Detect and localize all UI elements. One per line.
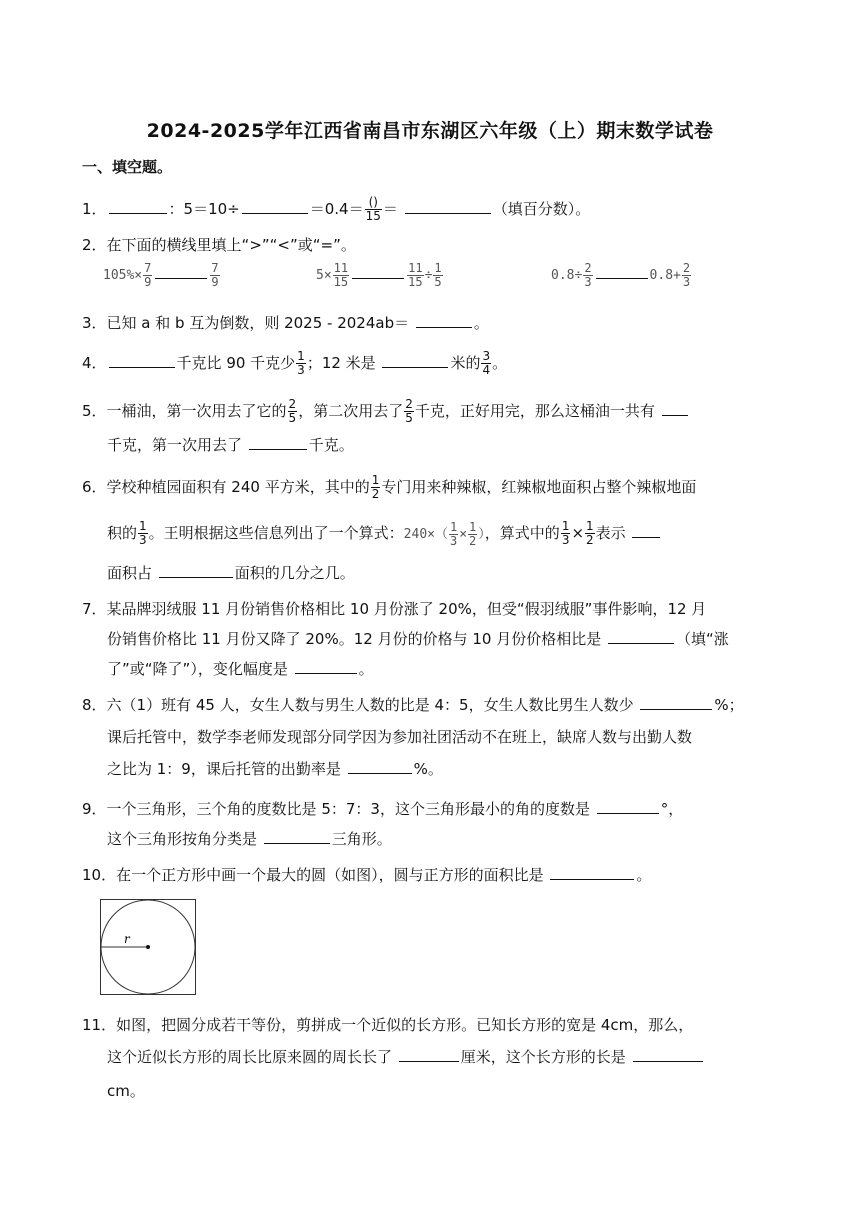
q6-f2-denominator: 3 [139, 533, 147, 547]
q4-blank-1[interactable] [109, 352, 175, 368]
q5-text-4: 千克，第一次用去了 [107, 436, 243, 454]
q2-e2-right-denominator: 15 [408, 275, 423, 289]
q2-e2-prefix: 5× [316, 268, 332, 283]
radius-label: r [124, 932, 130, 946]
q7-blank-2[interactable] [295, 658, 357, 674]
q2-expression-3 [551, 262, 692, 289]
q2-e1-denominator: 9 [144, 275, 152, 289]
q1-fraction-numerator[interactable]: () [368, 195, 378, 209]
q5-f2-denominator: 5 [405, 411, 413, 425]
q6-blank-1[interactable] [632, 522, 660, 538]
q6-formula [403, 520, 485, 548]
q5-f2-numerator: 2 [405, 397, 413, 411]
q10-end: 。 [636, 866, 652, 884]
q6-f4-denominator: 2 [586, 533, 594, 547]
q5-f1-numerator: 2 [288, 397, 297, 411]
q2-expression-2 [316, 262, 444, 289]
exam-title: 2024-2025学年江西省南昌市东湖区六年级（上）期末数学试卷 [146, 120, 714, 142]
q4-fraction-2 [481, 350, 491, 377]
question-3 [82, 312, 489, 334]
q4-blank-2[interactable] [382, 352, 448, 368]
q1-number: 1． [82, 200, 107, 218]
q6-fraction-4 [585, 520, 595, 547]
q11-text-2: 厘米，这个长方形的长是 [460, 1048, 626, 1066]
question-8-line-1 [82, 694, 744, 716]
question-4 [82, 350, 507, 377]
q1-blank-1[interactable] [109, 198, 167, 214]
question-9-line-2 [107, 828, 392, 850]
q7-blank-1[interactable] [608, 628, 674, 644]
q5-text-2: ，第二次用去了 [298, 402, 404, 420]
q6-formula-times: × [459, 527, 468, 542]
q2-e3-numerator: 2 [584, 261, 592, 275]
q6-fraction-3 [561, 520, 571, 547]
q6-formula-prefix: 240×（ [403, 527, 448, 542]
q9-blank-2[interactable] [264, 828, 330, 844]
q2-e2-fraction-last [433, 262, 442, 289]
q5-blank-2[interactable] [249, 434, 307, 450]
q6-text-5: ，算式中的 [484, 524, 560, 542]
q9-text-4: 三角形。 [331, 830, 392, 848]
q6-text-2: 专门用来种辣椒，红辣椒地面积占整个辣椒地面 [381, 478, 697, 496]
q8-text-4: %。 [413, 760, 443, 778]
q4-text-2: ；12 米是 [306, 354, 376, 372]
q8-blank-1[interactable] [640, 694, 712, 710]
q5-text-1: 5．一桶油，第一次用去了它的 [82, 402, 287, 420]
q6-formula-f1-numerator: 1 [449, 520, 458, 534]
q2-e2-last-numerator: 1 [434, 261, 442, 275]
q4-end: 。 [492, 354, 508, 372]
q8-text-3: 之比为 1：9，课后托管的出勤率是 [107, 760, 341, 778]
q7-text-4: 。 [358, 660, 374, 678]
q9-text-3: 这个三角形按角分类是 [107, 830, 258, 848]
question-2: 2．在下面的横线里填上“>”“<”或“=”。 [82, 236, 356, 254]
q2-e2-last-denominator: 5 [434, 275, 442, 289]
q2-e2-denominator: 15 [333, 275, 349, 289]
q6-text-3: 积的 [107, 524, 138, 542]
q2-blank-2[interactable] [352, 266, 404, 279]
q6-formula-fraction-1 [449, 521, 458, 548]
q2-e3-right-prefix: 0.8+ [649, 268, 681, 283]
q1-text-1: ：5＝10÷ [168, 200, 240, 218]
q9-blank-1[interactable] [597, 798, 659, 814]
question-9-line-1 [82, 798, 683, 820]
q6-f2-numerator: 1 [139, 519, 147, 533]
q1-fraction-denominator: 15 [365, 209, 381, 223]
q3-blank[interactable] [416, 312, 472, 328]
q6-f3-numerator: 1 [561, 519, 570, 533]
q5-fraction-2 [404, 398, 414, 425]
question-1 [82, 196, 590, 223]
q2-e2-right-numerator: 11 [408, 261, 423, 275]
q7-text-1: 份销售价格比 11 月份又降了 20%。12 月份的价格与 10 月份价格相比是 [107, 630, 602, 648]
question-6-line-1 [82, 474, 696, 501]
q2-e3-prefix: 0.8÷ [551, 268, 583, 283]
q5-fraction-1 [288, 398, 298, 425]
q8-text-2: %； [714, 696, 744, 714]
q11-blank-2[interactable] [633, 1046, 703, 1062]
question-5-line-2 [107, 434, 354, 456]
question-7-line-3 [107, 658, 374, 680]
question-11-line-1: 11．如图，把圆分成若干等份，剪拼成一个近似的长方形。已知长方形的宽是 4cm，那么， [82, 1016, 694, 1034]
q7-text-2: （填“涨 [676, 630, 729, 648]
question-6-line-2 [107, 520, 662, 548]
question-11-line-2 [107, 1046, 705, 1068]
q6-formula-f2-numerator: 1 [469, 520, 477, 534]
q5-text-3: 千克，正好用完，那么这桶油一共有 [414, 402, 655, 420]
circle-in-square-figure [100, 899, 196, 995]
q6-text-8: 面积的几分之几。 [234, 564, 355, 582]
q2-e1-fraction-right [210, 262, 219, 289]
q4-fraction-1 [296, 350, 306, 377]
q7-text-3: 了”或“降了”），变化幅度是 [107, 660, 288, 678]
q6-formula-f2-denominator: 2 [469, 534, 477, 548]
q6-text-4: 。王明根据这些信息列出了一个算式： [148, 524, 404, 542]
q6-formula-fraction-2 [468, 521, 477, 548]
q4-f1-numerator: 1 [297, 349, 305, 363]
q8-text-1: 8．六（1）班有 45 人，女生人数与男生人数的比是 4：5，女生人数比男生人数少 [82, 696, 634, 714]
section-heading-fill-blank: 一、填空题。 [82, 158, 173, 176]
question-7-line-2 [107, 628, 729, 650]
q5-text-5: 千克。 [308, 436, 354, 454]
q6-text-6: 表示 [595, 524, 626, 542]
q6-f3-denominator: 3 [561, 533, 570, 547]
q1-fraction [365, 196, 382, 223]
q6-fraction-1 [371, 474, 381, 501]
q2-e3-right-numerator: 2 [682, 261, 691, 275]
q1-blank-3[interactable] [405, 198, 491, 214]
q6-fraction-2 [138, 520, 148, 547]
q2-e3-denominator: 3 [584, 275, 592, 289]
q10-text: 10．在一个正方形中画一个最大的圆（如图），圆与正方形的面积比是 [82, 866, 544, 884]
q1-blank-2[interactable] [242, 198, 308, 214]
q4-f2-denominator: 4 [482, 363, 491, 377]
q2-e3-fraction [583, 262, 592, 289]
q6-text-1: 6．学校种植园面积有 240 平方米，其中的 [82, 478, 370, 496]
q10-blank[interactable] [550, 864, 634, 880]
question-6-line-3 [107, 562, 355, 584]
q2-blank-3[interactable] [596, 266, 648, 279]
q2-e2-fraction [333, 262, 349, 289]
q3-end: 。 [473, 314, 489, 332]
q6-formula-suffix: ） [478, 527, 485, 542]
q4-text-1: 千克比 90 千克少 [176, 354, 296, 372]
q2-e2-operator: ÷ [424, 268, 433, 283]
question-5-line-1 [82, 398, 690, 425]
q8-blank-2[interactable] [348, 758, 412, 774]
q4-text-3: 米的 [450, 354, 481, 372]
q2-e3-right-denominator: 3 [682, 275, 691, 289]
q2-e2-numerator: 11 [333, 261, 349, 275]
q3-text: 3．已知 a 和 b 互为倒数，则 2025 - 2024ab＝ [82, 314, 410, 332]
q9-text-2: °， [660, 800, 684, 818]
q6-times: × [571, 524, 585, 542]
q6-f1-denominator: 2 [371, 487, 380, 501]
q2-e2-fraction-right [407, 262, 423, 289]
question-10 [82, 864, 651, 886]
q5-f1-denominator: 5 [288, 411, 297, 425]
q6-f1-numerator: 1 [371, 473, 380, 487]
q4-f2-numerator: 3 [482, 349, 491, 363]
q2-blank-1[interactable] [155, 266, 207, 279]
question-7-line-1: 7．某品牌羽绒服 11 月份销售价格相比 10 月份涨了 20%，但受“假羽绒服”事件影响，12 月 [82, 600, 707, 618]
q6-f4-numerator: 1 [586, 519, 594, 533]
q2-expression-1 [103, 262, 221, 289]
q6-text-7: 面积占 [107, 564, 153, 582]
q2-e1-fraction [143, 262, 152, 289]
q2-e3-fraction-right [682, 262, 691, 289]
center-point [146, 945, 150, 949]
q11-blank-1[interactable] [399, 1046, 459, 1062]
q6-formula-f1-denominator: 3 [449, 534, 458, 548]
question-8-line-2: 课后托管中，数学李老师发现部分同学因为参加社团活动不在班上，缺席人数与出勤人数 [107, 728, 693, 746]
q1-text-3: ＝ [382, 200, 398, 218]
q11-text-1: 这个近似长方形的周长比原来圆的周长长了 [107, 1048, 393, 1066]
q1-text-4: （填百分数）。 [492, 200, 591, 218]
q1-text-2: ＝0.4＝ [309, 200, 364, 218]
q6-blank-2[interactable] [159, 562, 233, 578]
q2-e1-right-denominator: 9 [211, 275, 219, 289]
q4-number: 4． [82, 354, 107, 372]
q2-e1-prefix: 105%× [103, 268, 143, 283]
q2-e1-numerator: 7 [144, 261, 152, 275]
q4-f1-denominator: 3 [297, 363, 305, 377]
q9-text-1: 9．一个三角形，三个角的度数比是 5：7：3，这个三角形最小的角的度数是 [82, 800, 590, 818]
q2-e1-right-numerator: 7 [211, 261, 219, 275]
question-11-line-3: cm。 [107, 1082, 145, 1100]
q5-blank-1[interactable] [662, 400, 688, 416]
question-8-line-3 [107, 758, 443, 780]
